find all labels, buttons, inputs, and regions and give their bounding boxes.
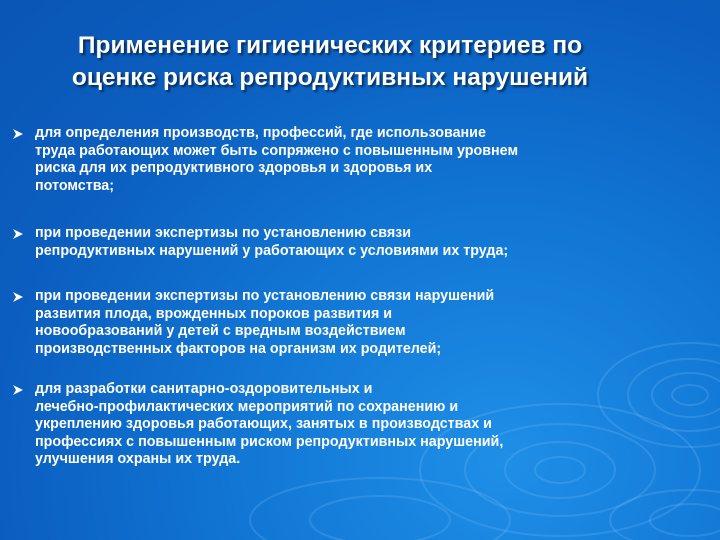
- arrowhead-bullet-icon: [12, 291, 24, 303]
- bullet-line: риска для их репродуктивного здоровья и здоровья их: [35, 160, 433, 176]
- bullet-line: при проведении экспертизы по установлению связи нарушений: [35, 288, 495, 304]
- title-line: оценке риска репродуктивных нарушений: [71, 64, 589, 91]
- bullet-line: новообразований у детей с вредным воздействием: [35, 323, 406, 339]
- arrowhead-bullet-icon: [12, 384, 24, 396]
- bullet-line: производственных факторов на организм их родителей;: [35, 340, 442, 357]
- arrowhead-bullet-icon: [12, 128, 24, 140]
- bullet-line: развития плода, врожденных пороков развития и: [35, 305, 393, 322]
- bullet-text: [35, 288, 650, 358]
- bullet-line: труда работающих может быть сопряжено с повышенным уровнем: [35, 142, 519, 159]
- title-line: Применение гигиенических критериев по: [77, 32, 583, 59]
- bullet-line: улучшения охраны их труда.: [35, 451, 241, 467]
- bullet-line: профессиях с повышенным риском репродуктивных нарушений,: [35, 433, 504, 450]
- bullet-text: [35, 381, 650, 469]
- bullet-line: репродуктивных нарушений у работающих с условиями их труда;: [35, 242, 509, 259]
- bullet-line: для разработки санитарно-оздоровительных и: [35, 381, 373, 397]
- bullet-line: потомства;: [35, 177, 115, 194]
- bullet-text: [35, 125, 650, 195]
- bullet-line: для определения производств, профессий, где использование: [35, 125, 486, 141]
- bullet-line: при проведении экспертизы по установлению связи: [35, 225, 412, 241]
- bullet-text: [35, 225, 650, 260]
- bullet-line: лечебно-профилактических мероприятий по сохранению и: [35, 398, 459, 415]
- arrowhead-bullet-icon: [12, 228, 24, 240]
- slide-title: [20, 30, 640, 94]
- bullet-line: укреплению здоровья работающих, занятых в производствах и: [35, 416, 492, 432]
